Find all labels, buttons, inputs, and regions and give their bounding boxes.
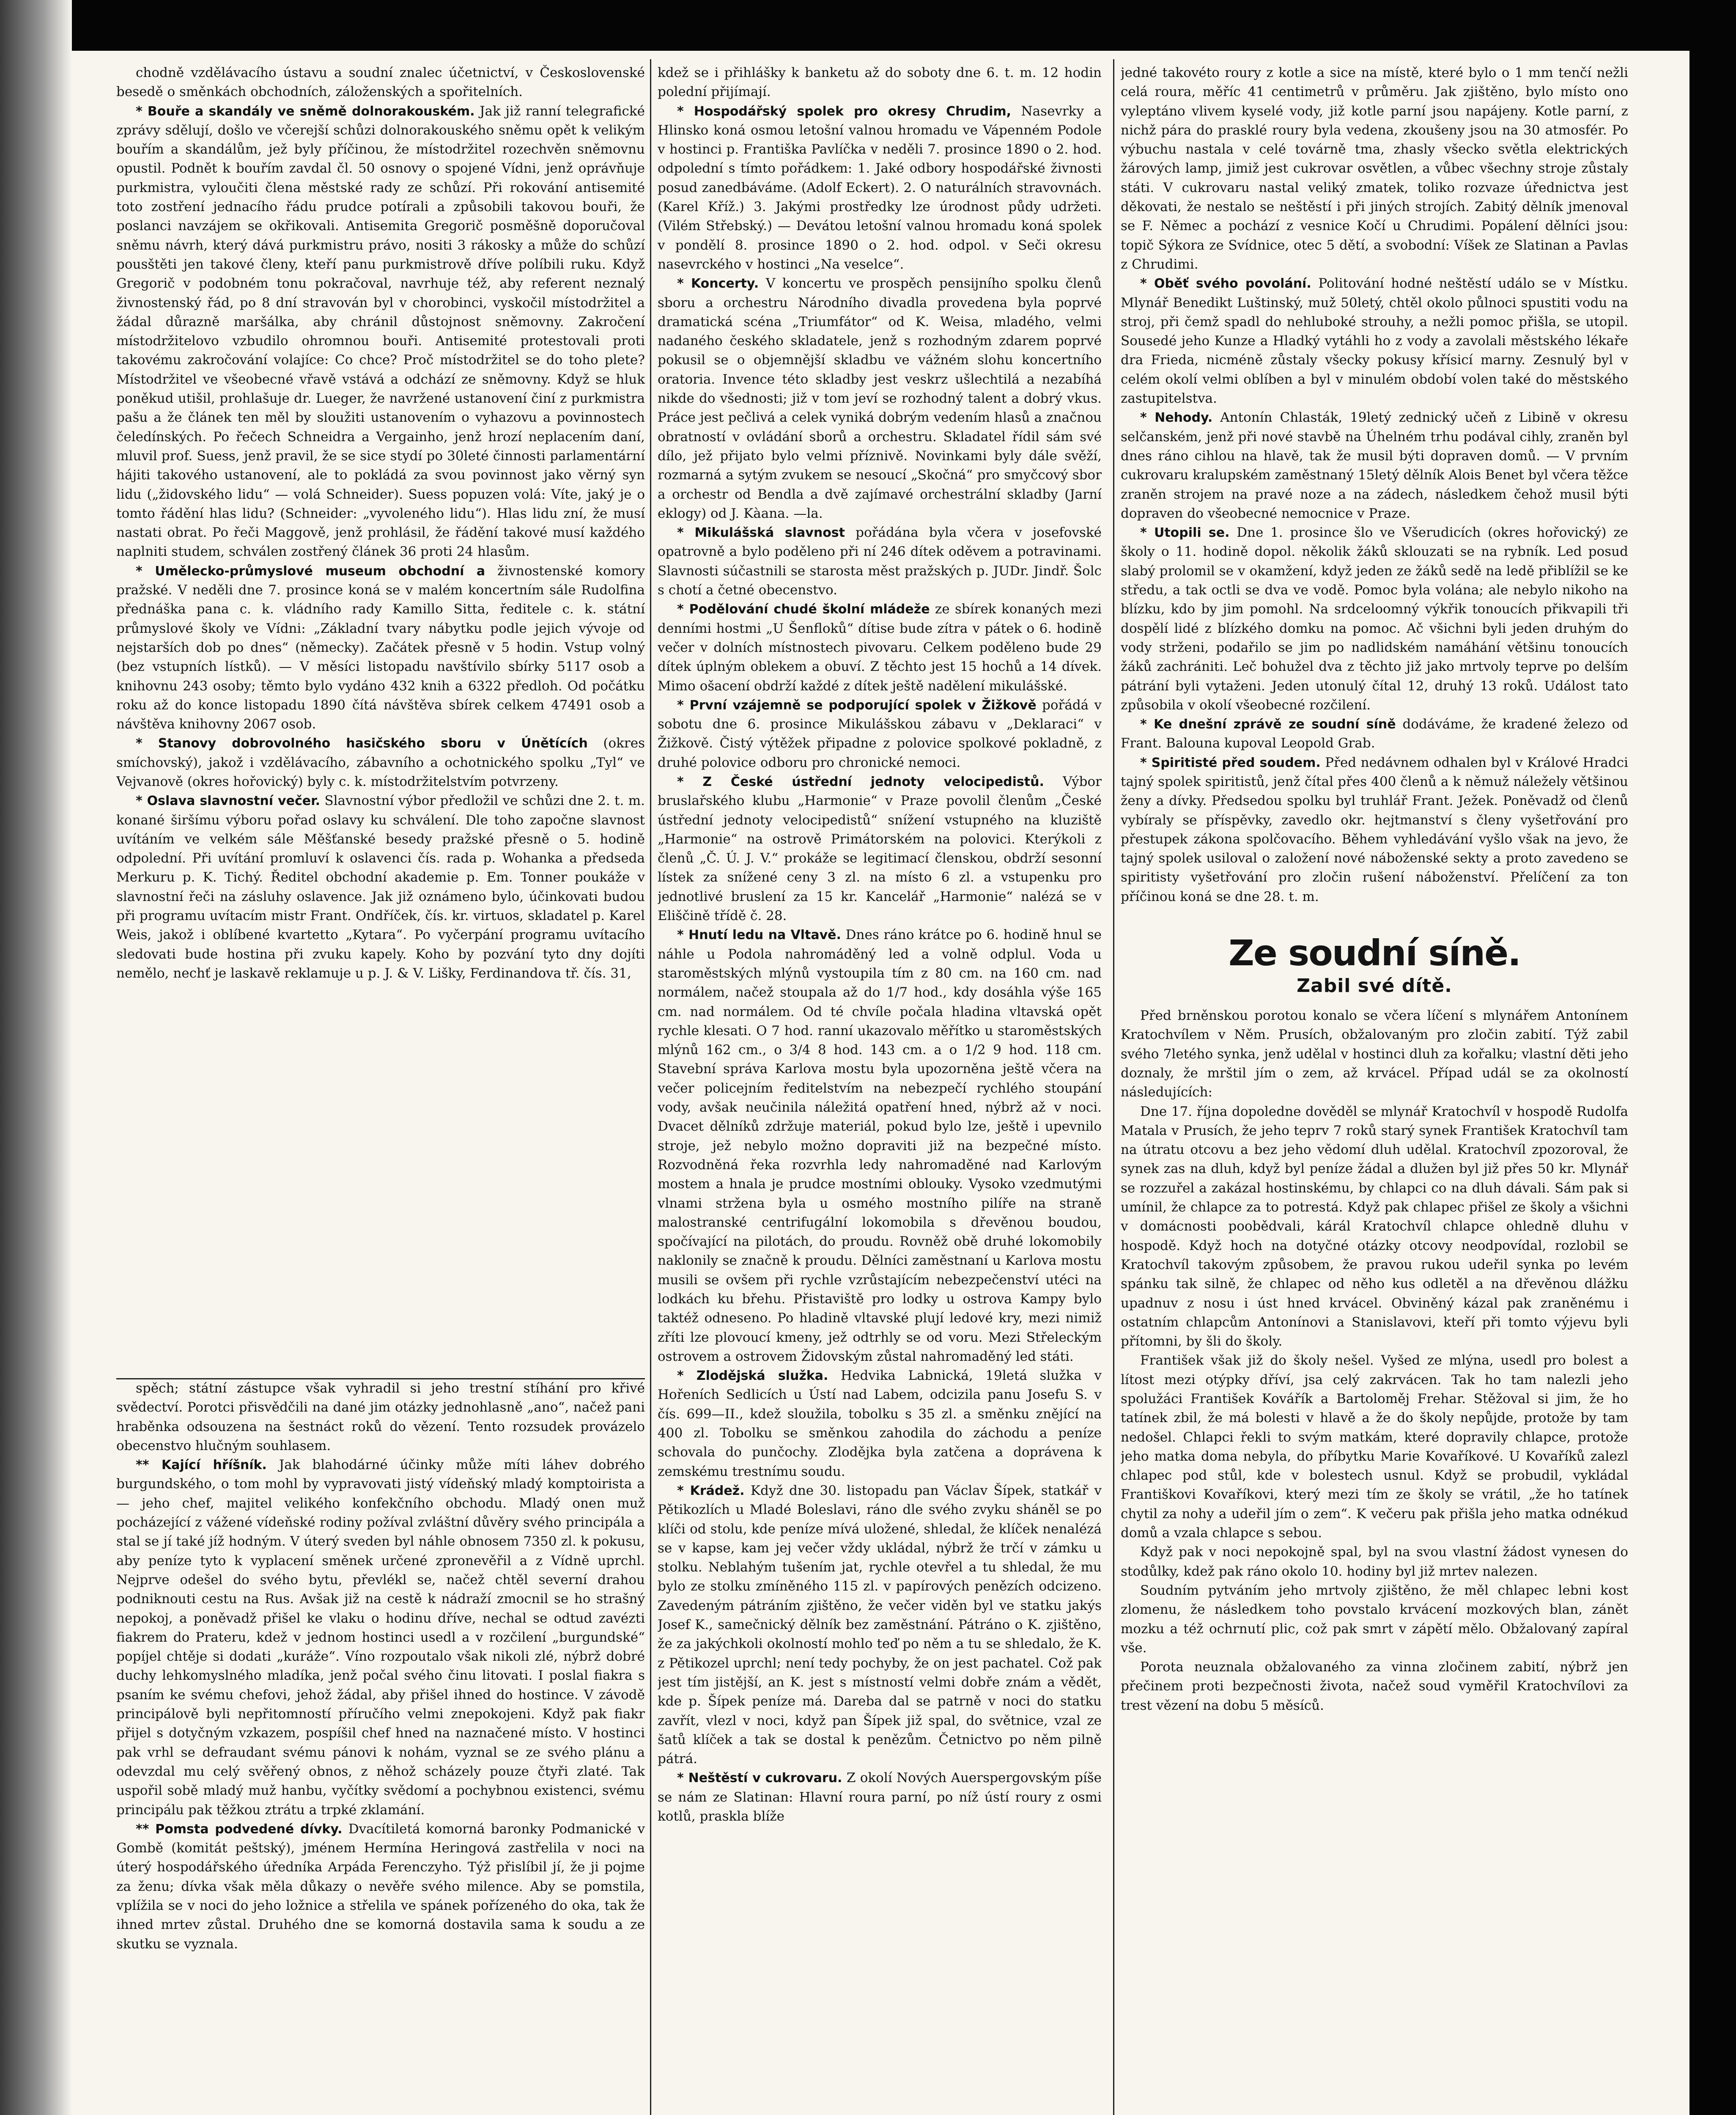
article-text: Před nedávnem odhalen byl v Králové Hradci tajný spolek spiritistů, jenž čítal přes 400 členů a k němuž náležely většinou ženy a dívky. Předsedou spolku byl truhlář Frant. Ježek. Poněvadž od členů vybíraly se příspěvky, zavedlo okr. hejtmanství s členy vyšetřování pro přestupek zákona spolčovacího. Během vyhledávání vyšlo však na jevo, že tajný spolek usiloval o založení nové náboženské sekty a proto zavedeno se spiritisty vyšetřování pro zločin rušení náboženství. Přelíčení za ton příčinou koná se dne 28. t. m. (1121, 755, 1628, 904)
column1-lower (116, 1379, 645, 2115)
article-zlodejska-sluzka (658, 1366, 1102, 1481)
column2-intro-text: kdež se i přihlášky k banketu až do soboty dne 6. t. m. 12 hodin polední přijímají. (658, 65, 1102, 100)
article-nehody (1121, 408, 1628, 523)
article-head: * Zlodějská služka. (677, 1368, 828, 1384)
article-head: * Spiritisté před soudem. (1140, 755, 1321, 770)
article-mikulasska (658, 523, 1102, 600)
article-head: * Ke dnešní zprávě ze soudní síně (1140, 717, 1396, 732)
article-text: Hedvika Labnická, 19letá služka v Hořeních Sedlicích u Ústí nad Labem, odcizila panu Josefu S. v čís. 699—II., kdež sloužila, tobolku s 35 zl. a směnku znějící na 400 zl. Tobolku se směnkou zahodila do záchodu a peníze schovala do punčochy. Zlodějka byla zatčena a doprávena k zemskému trestnímu soudu. (658, 1368, 1102, 1479)
article-hnuti-ledu (658, 926, 1102, 1366)
scan-border-right (1689, 0, 1736, 2115)
column1-upper (116, 63, 645, 1324)
article-head: * Mikulášská slavnost (677, 525, 845, 541)
scan-border-left (0, 0, 72, 2115)
article-head: * Neštěstí v cukrovaru. (677, 1771, 842, 1786)
section-subtitle: Zabil své dítě. (1297, 975, 1452, 997)
article-head: ** Kající hříšník. (136, 1458, 267, 1473)
article-head: * Z České ústřední jednoty velocipedistů. (677, 774, 1044, 789)
court-paragraph: Před brněnskou porotou konalo se včera líčení s mlynářem Antonínem Kratochvílem v Něm. Prusích, obžalovaným pro zločin zabití. Týž zabil svého 7letého synka, jenž udělal v hostinci dluh za kořalku; vlastní děti jeho doznaly, že mrštil jím o zem, až krvácel. Případ udál se za okolností následujících: (1121, 1008, 1628, 1100)
article-text: Z okolí Nových Auerspergovským píše se nám ze Slatinan: Hlavní roura parní, po níž ústí roury z osmi kotlů, praskla blíže (658, 1770, 1102, 1824)
article-oslava (116, 791, 645, 983)
article-head: * Stanovy dobrovolného hasičského sboru v Únětících (136, 736, 588, 751)
article-text: živnostenské komory pražské. V neděli dne 7. prosince koná se v malém koncertním sále Rudolfina přednáška pana c. k. vládního rady Kamillo Sitta, ředitele c. k. státní průmyslové školy ve Vídni: „Základní tvary nábytku podle jejich vývoje od nejstarších dob po dnes“ (německy). Začátek přesně v 5 hodin. Vstup volný (bez vstupních lístků). — V měsíci listopadu navštívilo sbírky 5117 osob a knihovnu 243 osoby; těmto bylo vydáno 432 knih a 6322 předloh. Od počátku roku až do konce listopadu 1890 čítá návštěva sbírek celkem 47491 osob a návštěva knihovny 2067 osob. (116, 563, 645, 732)
column-rule-2 (1113, 59, 1114, 2115)
article-text: Jak blahodárné účinky může míti láhev dobrého burgundského, o tom mohl by vypravovati jistý vídeňský mladý komptoirista a — jeho chef, majitel velikého konfekčního obchodu. Mladý onen muž pocházející z vážené vídeňské rodiny požíval zvláštní důvěry svého principála a stal se jí také jíž hodným. V úterý sveden byl náhle obnosem 7350 zl. k pokusu, aby peníze tyto k vyplacení směnek určené zpronevěřil a z Vídně uprchl. Nejprve odešel do svého bytu, převlékl se, načež chtěl severní drahou podniknouti cestu na Rus. Avšak již na cestě k nádraží zmocnil se ho strašný nepokoj, a poněvadž přišel ke vlaku o hodinu dříve, nechal se odtud zavézti fiakrem do Prateru, kdež v jednom hostinci usedl a v rozčilení „burgundské“ popíjel chtěje si dodati „kuráže“. Víno rozpoutalo však nikoli zlé, nýbrž dobré duchy lehkomyslného mladíka, jenž počal svého činu litovati. I poslal fiakra s psaním ke svému chefovi, jehož žádal, aby přišel ihned do hostince. V závodě principálově byli nepřitomností příručího velmi znepokojeni. Když pak fiakr přijel s dotyčným vzkazem, pospíšil chef hned na naznačené místo. V hostinci pak vrhl se defraudant svému pánovi k nohám, vyznal se ze svého plánu a odevzdal mu celý svěřený obnos, z něhož scházely pouze čtyři zlaté. Tak uspořil sobě mladý muž hanbu, vyčítky svědomí a pochybnou existenci, svému principálu pak těžkou ztrátu a trpké zklamání. (116, 1457, 645, 1818)
article-text: pořádá v sobotu dne 6. prosince Mikulášskou zábavu v „Deklaraci“ v Žižkově. Čistý výtěžek připadne z polovice spolkové pokladně, z druhé polovice odboru pro chronické nemoci. (658, 697, 1102, 770)
scan-border-top (0, 0, 1736, 51)
article-head: * Utopili se. (1140, 525, 1230, 541)
article-text: Dvacítiletá komorná baronky Podmanické v Gombě (komitát peštský), jménem Hermína Heringová zastřelila v noci na úterý hospodářského úředníka Arpáda Ferenczyho. Týž přislíbil jí, že ji pojme za ženu; dívka však měla důkazy o nevěře svého milence. Aby se pomstila, vplížila se v noci do jeho ložnice a střelila ve spánek pořízeného do oka, tak že ihned mrtev zůstal. Druhého dne se komorná dostavila sama k soudu a ze skutku se vyznala. (116, 1821, 645, 1952)
column-3 (1121, 63, 1628, 2115)
column1-lower-intro-text: spěch; státní zástupce však vyhradil si jeho trestní stíhání pro křivé svědectví. Porotci přisvědčili na dané jim otázky jednohlasně „ano“, načež pani hraběnka odsouzena na šestnáct roků do vězení. Tento rozsudek provázelo obecenstvo hlučným souhlasem. (116, 1381, 645, 1453)
article-text: Výbor bruslařského klubu „Harmonie“ v Praze povolil členům „České ústřední jednoty velocipedistů“ snížení vstupného na kluziště „Harmonie“ na ostrově Primátorském na polovici. Kterýkoli z členů „Č. Ú. J. V.“ prokáže se legitimací členskou, obdrží sesonní lístek za snížené ceny 3 zl. na místo 6 zl. a vstupenku pro jednotlivé bruslení za 15 kr. Kancelář „Harmonie“ nalézá se v Eliščině třídě č. 28. (658, 774, 1102, 924)
article-head: * Hospodářský spolek pro okresy Chrudim, (677, 104, 1012, 119)
column1-intro-text: chodně vzdělávacího ústavu a soudní znalec účetnictví, v Československé besedě o směnkách obchodních, záloženských a spořitelních. (116, 65, 645, 100)
article-nestesti-cukrovar (658, 1769, 1102, 1826)
article-head: * Hnutí ledu na Vltavě. (677, 928, 841, 943)
article-koncerty (658, 274, 1102, 523)
article-kradez (658, 1481, 1102, 1769)
article-head: * Umělecko-průmyslové museum obchodní a (136, 563, 485, 579)
column3-intro (1121, 63, 1628, 274)
column-1 (116, 63, 645, 2115)
article-text: Antonín Chlasták, 19letý zednický učeň z Libině v okresu selčanském, jenž při nové stavbě na Úhelném trhu podával cihly, zraněn byl dnes ráno cihlou na hlavě, tak že musil býti dopraven domů. — V prvním cukrovaru kralupském zaměstnaný 15letý dělník Alois Benet byl včera těžce zraněn strojem na pravé noze a na zádech, následkem čehož musil býti dopraven do všeobecné nemocnice v Praze. (1121, 410, 1628, 521)
article-text: Politování hodné neštěstí událo se v Místku. Mlynář Benedikt Luštinský, muž 50letý, chtěl okolo půlnoci spustiti vodu na stroj, při čemž spadl do nehluboké strouhy, a nežli pomoc přišla, se utopil. Sousedé jeho Kunze a Hladký vytáhli ho z vody a zavolali městského lékaře dra Frieda, nicméně zůstaly všecky pokusy křísicí marny. Zesnulý byl v celém okolí velmi oblíben a byl v minulém období volen také do městského zastupitelstva. (1121, 276, 1628, 407)
article-text: Jak již ranní telegrafické zprávy sdělují, došlo ve včerejší schůzi dolnorakouského sněmu opět k velikým bouřím a skandálům, jež byly příčinou, že místodržitel rozechvěn sněmovnu opustil. Podnět k bouřím zavdal čl. 50 osnovy o spojené Vídni, jenž oprávňuje purkmistra, vyloučiti člena městské rady ze schůzí. Při rokování antisemité toto zostření jednacího řádu prudce potírali a způsobili takovou bouři, že poslanci navzájem se okřikovali. Antisemita Gregorič posměšně doporučoval sněmu návrh, který dává purkmistru právo, nositi 3 rákosky a může do schůzí pousštěti jen takové členy, kteří panu purkmistrově dříve políbili ruku. Když Gregorič v podobném tonu pokračoval, navrhuje též, aby referent neznalý živnostenský řád, po 8 dní stravován byl v chorobinci, vyskočil místodržitel a žádal důrazně maršálka, aby chránil důstojnost sněmovny. Zakročení místodržitelovo vzbudilo ohromnou bouři. Antisemité protestovali proti takovému zakročování volajíce: Co chce? Proč místodržitel se do toho plete? Místodržitel ve všeobecné vřavě vstává a odchází ze sněmovny. Když se hluk poněkud utišil, prohlašuje dr. Lueger, že navržené ustanovení činí z purkmistra pašu a že článek ten měl by sloužiti ustanovením o vyhazovu a povinnostech čeledínských. Po řečech Schneidra a Vergainho, jenž hrozí neplacením daní, mluvil prof. Suess, jenž pravil, že se sice stydí po 30leté činnosti parlamentární hájiti takového ustanovení, ale to pokládá za svou povinnost jako věrný syn lidu („židovského lidu“ — volá Schneider). Suess popuzen volá: Víte, jaký je o tomto řádění hlas lidu? (Schneider: „vyvoleného lidu“). Hlas lidu zní, že musí nastati obrat. Po řeči Maggově, jenž prohlásil, že řádění takové musí každého naplniti studem, schválen zostřený článek 36 proti 24 hlasům. (116, 103, 645, 560)
column-rule-1 (650, 59, 651, 2115)
article-spolek-zizkov (658, 696, 1102, 772)
court-paragraph: Porota neuznala obžalovaného za vinna zločinem zabití, nýbrž jen přečinem proti bezpečnosti života, načež soud vyměřil Kratochvílovi za trest vězení na dobu 5 měsíců. (1121, 1659, 1628, 1713)
article-text: dodáváme, že kradené železo od Frant. Balouna kupoval Leopold Grab. (1121, 717, 1628, 751)
article-head: * Krádež. (677, 1483, 745, 1498)
article-pomsta (116, 1820, 645, 1954)
article-museum (116, 562, 645, 734)
article-kajici-hrisnik (116, 1456, 645, 1820)
article-head: * Koncerty. (677, 276, 759, 291)
article-text: Dne 1. prosince šlo ve Všerudicích (okres hořovický) ze školy o 11. hodině dopol. několik žáků sklouzati se na rybník. Led posud slabý prolomil se v okamžení, když jeden ze žáků sedě na ledě přiblížil se ke středu, a tak octli se dva ve vodě. Pomoc byla volána; ale nebylo nikoho na blízku, kdo by jim pomohl. Na srdceloomný výkřik tonoucích přikvapili tři dospělí lidé z blízkého domku na pomoc. Ač všichni byli jeden druhým do vody strženi, podařilo se jim po nadlidském namáhání většinu tonoucích žáků zachrániti. Leč bohužel dva z těchto již jako mrtvoly teprve po delším pátrání byli vytaženi. Jeden utonulý čítal 12, druhý 13 roků. Událost tato způsobila v okolí všeobecné rozčilení. (1121, 525, 1628, 713)
column3-intro-text: jedné takovéto roury z kotle a sice na místě, které bylo o 1 mm tenčí nežli celá roura, měříc 41 centimetrů v průměru. Jak zjištěno, bylo místo ono vyleptáno vlivem kyselé vody, již kotle parní jsou napájeny. Kotle parní, z nichž pára do prasklé roury byla vedena, zkoušeny jsou na 30 atmosfér. Po výbuchu nastala v celé továrně tma, zhasly všecko světla elektrických žárových lamp, jimiž jest cukrovar osvětlen, a vůbec všechny stroje zůstaly státi. V cukrovaru nastal veliký zmatek, toliko rozvaze úřednictva jest děkovati, že nestalo se neštěstí i při jiných strojích. Zabitý dělník jmenoval se F. Němec a pochází z vesnice Kočí u Chrudimi. Popálení dělníci jsou: topič Sýkora ze Svídnice, otec 5 dětí, a svobodní: Víšek ze Slatinan a Pavlas z Chrudimi. (1121, 65, 1628, 272)
court-paragraph: Dne 17. října dopoledne dověděl se mlynář Kratochvíl v hospodě Rudolfa Matala v Prusích, že jeho teprv 7 roků starý synek František Kratochvíl tam na útratu otcovu a bez jeho vědomí dluh udělal. Kratochvíl zpozoroval, že synek zas na dluh, když byl peníze žádal a dlužen byl již přes 50 kr. Mlynář se rozzuřel a zakázal hostinskému, by chlapci co na dluh dávali. Sám pak si umínil, že chlapce za to potrestá. Když pak chlapec přišel ze školy a všichni v domácnosti poobědvali, kárál Kratochvíl chlapce ohledně dluhu v hospodě. Když hoch na dotyčné otázky otcovy neodpovídal, rozlobil se Kratochvíl takovým způsobem, že pravou rukou udeřil synka po levém spánku tak silně, že chlapec od něho kus odletěl a na dřevěnou dlážku upadnuv z nosu i úst hned krvácel. Obviněný kázal pak zraněnému i ostatním chlapcům Antonínovi a Stanislavovi, kteří při tomto výjevu byli přítomni, by šli do školy. (1121, 1104, 1628, 1349)
article-head: * Podělování chudé školní mládeže (677, 602, 930, 617)
article-podelovani (658, 600, 1102, 695)
column2-intro (658, 63, 1102, 102)
article-text: Slavnostní výbor předložil ve schůzi dne 2. t. m. konané širšímu výboru pořad oslavy ku schválení. Dle toho započne slavnost uvítáním ve velkém sále Měšťanské besedy pražské přesně o 5. hodině odpolední. Při uvítání promluví k oslavenci čís. rada p. Wohanka a předseda Merkuru p. K. Tichý. Ředitel obchodní akademie p. Em. Tonner poukáže v slavnostní řeči na zásluhy oslavence. Jak již oznámeno bylo, účinkovati budou při programu uvítacím mistr Frant. Ondříček, čís. kr. virtuos, skladatel p. Karel Weis, jakož i oblíbené kvartetto „Kytara“. Po vyčerpání programu uvítacího sledovati bude hostina při zvuku kapely. Koho by pozvání tyto dny dojíti nemělo, nechť je laskavě reklamuje u p. J. & V. Lišky, Ferdinandova tř. čís. 31, (116, 793, 645, 981)
article-head: * Nehody. (1140, 410, 1213, 426)
article-text: Když dne 30. listopadu pan Václav Šípek, statkář v Pětikozlích u Mladé Boleslavi, ráno dle svého zvyku sháněl se po klíči od stolu, kde peníze mívá uložené, shledal, že klíček nenalézá se v kapse, kam jej večer vždy ukládal, nýbrž že trčí v zámku u stolku. Neblahým tušením jat, rychle otevřel a tu shledal, že mu bylo ze stolku zmíněného 115 zl. v papírových penězích odcizeno. Zavedeným pátráním zjištěno, že večer viděn byl ve statku jakýs Josef K., samečnický dělník bez zaměstnání. Pátráno o K. zjištěno, že za jakýchkoli okolností mohlo teď po něm a tu se shledalo, že K. z Pětikozel uprchl; není tedy pochyby, že on jest pachatel. Což pak jest tím jistější, an K. jest s místností velmi dobře znám a vědět, kde p. Šípek peníze má. Dareba dal se patrně v noci do statku zavřít, vlezl v noci, když pan Šípek již spal, do světnice, vzal ze šatů klíček a tak se dostal k penězům. Četnictvo po něm pilně pátrá. (658, 1483, 1102, 1767)
article-text: V koncertu ve prospěch pensijního spolku členů sboru a orchestru Národního divadla provedena byla poprvé dramatická scéna „Triumfátor“ od K. Weisa, mladého, velmi nadaného českého skladatele, jenž s rozhodným zdarem poprvé pokusil se o objemnější skladbu ve vážném slohu koncertního oratoria. Invence této skladby jest veskrz ušlechtilá a nezabíhá nikde do všednosti; již v tom jeví se rozhodný talent a dobrý vkus. Práce jest pečlivá a celek vyniká dobrým vedením hlasů a značnou obratností v ovládání sborů a orchestru. Skladatel řídil sám své dílo, jež přijato bylo velmi příznivě. Novinkami byly dále svěží, rozmarná a sytým zvukem se nesoucí „Skočná“ pro smyčcový sbor a orchestr od Bendla a dvě zajímavé orchestrální skladby (Jarní eklogy) od J. Kàana. —la. (658, 276, 1102, 521)
article-hospodarsky-spolek (658, 102, 1102, 275)
article-boure-sneme (116, 102, 645, 562)
column1-intro (116, 63, 645, 102)
article-head: * První vzájemně se podporující spolek v Žižkově (677, 698, 1037, 713)
article-head: * Oslava slavnostní večer. (136, 794, 320, 809)
court-paragraph: Když pak v noci nepokojně spal, byl na svou vlastní žádost vynesen do stodůlky, kdež pak ráno okolo 10. hodiny byl již mrtev nalezen. (1121, 1544, 1628, 1579)
article-head: * Bouře a skandály ve sněmě dolnorakouském. (136, 104, 475, 119)
article-head: * Oběť svého povolání. (1140, 276, 1311, 291)
column-2 (658, 63, 1102, 2115)
section-title: Ze soudní síně. (1228, 932, 1521, 974)
article-text: ze sbírek konaných mezi denními hostmi „U Šenfloků“ dítise bude zítra v pátek o 6. hodině večer v dolních místnostech pivovaru. Celkem poděleno bude 29 dítek úplným oblekem a obuví. Z těchto jest 15 hochů a 14 dívek. Mimo ošacení obdrží každé z dítek ještě nadělení mikulášské. (658, 602, 1102, 694)
article-zabil-dite (1121, 1006, 1628, 1715)
article-stanovy (116, 734, 645, 791)
article-head: ** Pomsta podvedené dívky. (136, 1821, 343, 1837)
article-text: Dnes ráno krátce po 6. hodině hnul se náhle u Podola nahromáděný led a volně odplul. Voda u staroměstských mlýnů vystoupila tím z 80 cm. na 160 cm. nad normálem, načež stoupala až do 1/7 hod., kdy dosáhla výše 165 cm. nad normálem. Od té chvíle počala hladina vltavská opět rychle klesati. O 7 hod. ranní ukazovalo měřítko u staroměstských mlýnů 162 cm., o 3/4 8 hod. 143 cm. a o 1/2 9 hod. 118 cm. Stavební správa Karlova mostu byla upozorněna ještě včera na večer policejním ředitelstvím na nebezpečí rychlého stoupání vody, avšak neučinila náležitá opatření hned, nýbrž až v noci. Dvacet dělníků zdržuje materiál, pokud bylo lze, ještě i upevnilo stroje, jež nebylo možno dopraviti již na bezpečné místo. Rozvodněná řeka rozvrhla ledy nahromaděné nad Karlovým mostem a hnala je prudce mostními oblouky. Vysoko vzedmutými vlnami stržena byla u osmého mostního pilíře na straně malostranské centrifugální lokomobila s dřevěnou boudou, spočívající na pilotách, do proudu. Rovněž obě druhé lokomobily naklonily se značně k proudu. Dělníci zaměstnaní u Karlova mostu musili se ovšem při rychle vzrůstajícím nebezpečenství utéci na lodkách ku břehu. Přistaviště pro lodky u ostrova Kampy bylo taktéž odneseno. Po hladině vltavské plují ledové kry, mezi nimiž zříti lze plovoucí kmeny, jež odtrhly se od voru. Mezi Střeleckým ostrovem a ostrovem Židovským zůstal nahromaděný led státi. (658, 927, 1102, 1364)
article-spiritiste (1121, 753, 1628, 906)
article-text: Nasevrky a Hlinsko koná osmou letošní valnou hromadu ve Vápenném Podole v hostinci p. Františka Pavlíčka v neděli 7. prosince 1890 o 2. hod. odpolední s tímto pořádkem: 1. Jaké odbory hospodářské živnosti posud zanedbáváme. (Adolf Eckert). 2. O naturálních stravovnách. (Karel Kříž.) 3. Jakými prostředky lze úrodnost půdy udržeti. (Vilém Střebský.) — Devátou letošní valnou hromadu koná spolek v pondělí 8. prosince 1890 o 2. hod. odpol. v Seči okresu nasevrckého v hostinci „Na veselce“. (658, 103, 1102, 272)
court-paragraph: František však již do školy nešel. Vyšed ze mlýna, usedl pro bolest a lítost mezi otýpky dříví, jsa celý zakrvácen. Tak ho tam nalezli jeho spolužáci František Kovářík a Bartoloměj Frehar. Stěžoval si jim, že ho tatínek zbil, že má bolesti v hlavě a že do školy nepůjde, protože by tam nedošel. Chlapci řekli to svým matkám, které dopravily chlapce, protože jeho matka doma nebyla, do příbytku Marie Kovaříkové. U Kovaříků zalezl chlapec pod stůl, kde v bolestech usnul. Když se probudil, vykládal Františkovi Kovaříkovi, který mezi tím ze školy se vrátil, „že ho tatínek chytil za nohy a udeřil jím o zem“. K večeru pak přišla jeho matka odnékud domů a vzala chlapce s sebou. (1121, 1353, 1628, 1541)
column1-lower-intro (116, 1379, 645, 1456)
court-paragraph: Soudním pytváním jeho mrtvoly zjištěno, že měl chlapec lebni kost zlomenu, že následkem toho povstalo krvácení mozkových blan, zánět mozku a též ochrnutí plic, což pak smrt v zápětí mělo. Obžalovaný zapíral vše. (1121, 1582, 1628, 1656)
article-text: (okres smíchovský), jakož i vzdělávacího, zábavního a ochotnického spolku „Tyl“ ve Vejvanově (okres hořovický) byly c. k. místodržitelstvím potvrzeny. (116, 736, 645, 789)
article-utopili-se (1121, 523, 1628, 715)
article-text: pořádána byla včera v josefovské opatrovně a bylo poděleno při ní 246 dítek oděvem a potravinami. Slavnosti súčastnili se starosta měst pražských p. JUDr. Jindř. Šolc s chotí a četné obecenstvo. (658, 525, 1102, 598)
article-velocipediste (658, 772, 1102, 926)
article-obet-povolani (1121, 274, 1628, 408)
article-ke-dnesni-zprave (1121, 715, 1628, 753)
